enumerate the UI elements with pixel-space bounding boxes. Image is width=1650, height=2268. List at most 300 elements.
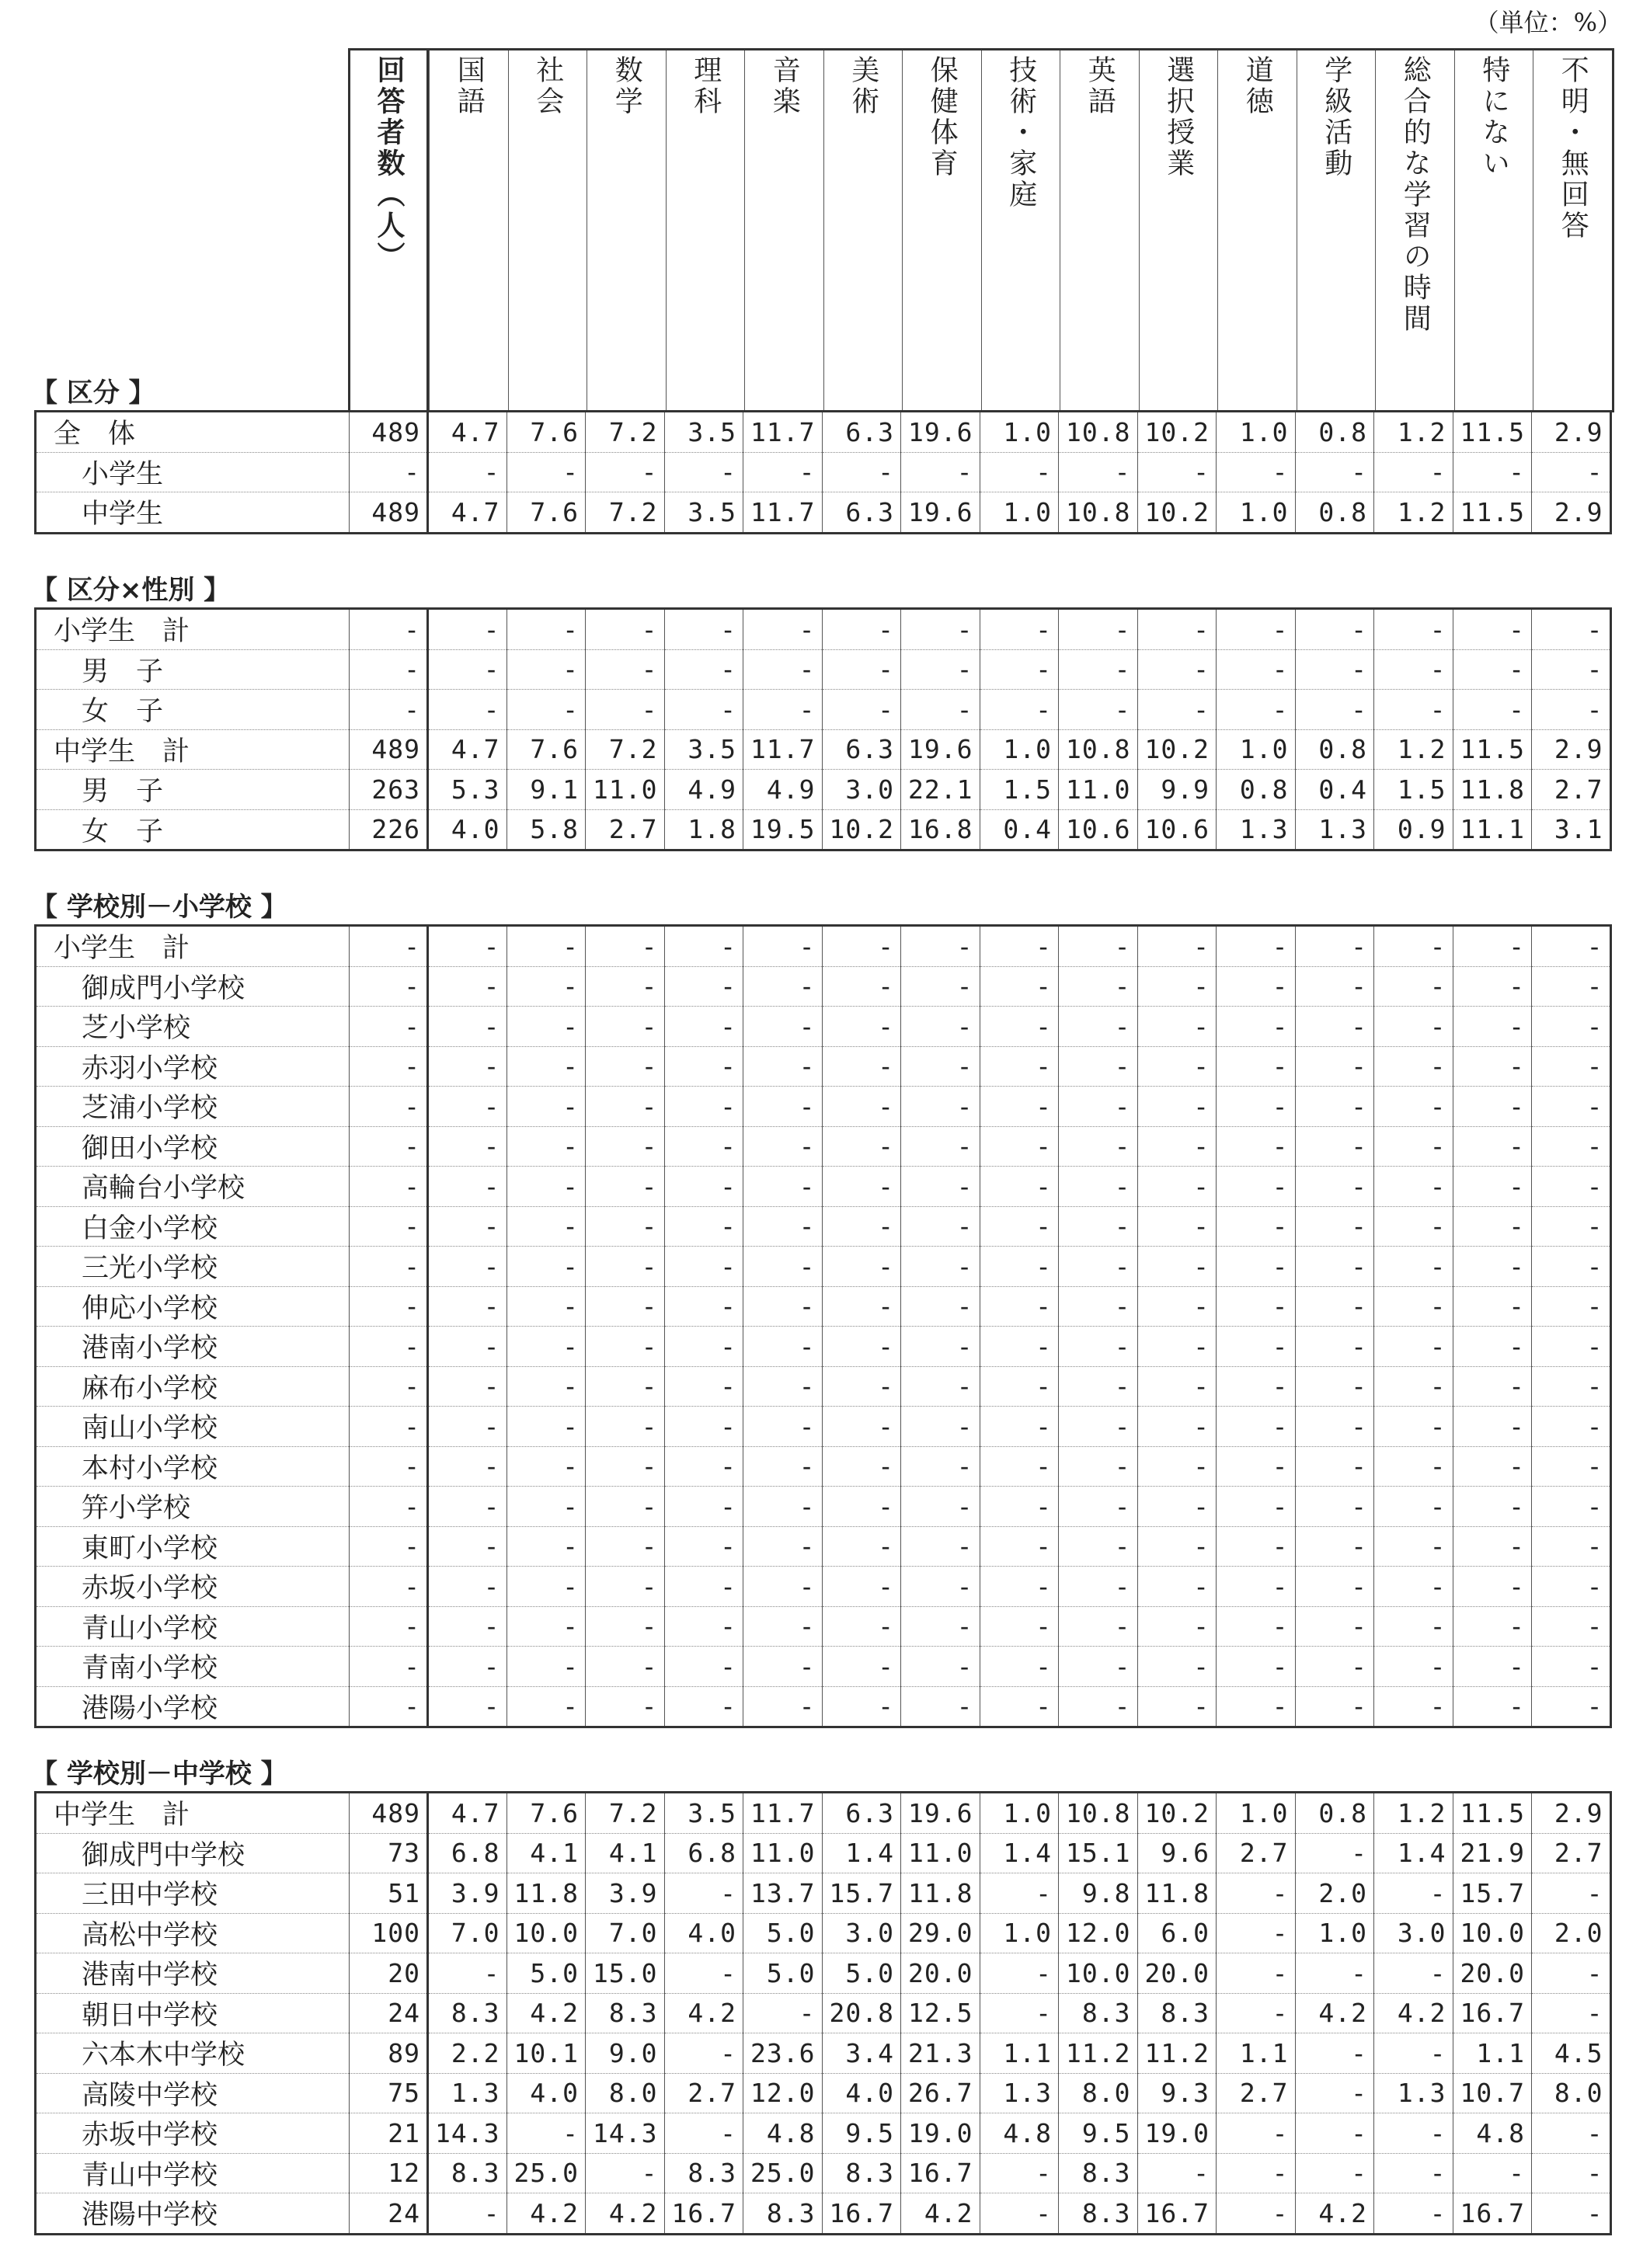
percent-cell: -	[1137, 1647, 1217, 1687]
percent-cell: -	[1295, 1446, 1374, 1487]
percent-cell: -	[1295, 1247, 1374, 1287]
percent-cell: -	[1374, 1647, 1453, 1687]
column-header-label: 保健体育	[926, 55, 959, 179]
percent-cell: -	[664, 1446, 743, 1487]
table-row	[36, 1647, 1611, 1687]
row-label: 小学生	[36, 452, 350, 492]
percent-cell: 4.7	[428, 1793, 507, 1834]
percent-cell: -	[1453, 2153, 1532, 2193]
respondent-count-cell: -	[350, 1686, 428, 1727]
column-header-cell	[902, 50, 981, 412]
percent-cell: 20.0	[1453, 1953, 1532, 1994]
percent-cell: -	[1059, 690, 1138, 730]
percent-cell: -	[743, 1007, 823, 1047]
percent-cell: -	[822, 926, 901, 967]
percent-cell: 16.8	[901, 809, 980, 850]
percent-cell: 22.1	[901, 770, 980, 810]
percent-cell: -	[664, 1567, 743, 1607]
percent-cell: -	[428, 1206, 507, 1247]
percent-cell: -	[1137, 1206, 1217, 1247]
percent-cell: 4.0	[428, 809, 507, 850]
percent-cell: 1.0	[1217, 729, 1296, 770]
table-row	[36, 1366, 1611, 1407]
data-table	[34, 410, 1612, 534]
percent-cell: 2.7	[1532, 1833, 1611, 1873]
percent-cell: -	[1217, 1446, 1296, 1487]
percent-cell: -	[1059, 1327, 1138, 1367]
percent-cell: -	[1059, 1366, 1138, 1407]
percent-cell: -	[586, 1007, 665, 1047]
percent-cell: -	[1532, 1606, 1611, 1647]
respondent-count-cell: 51	[350, 1873, 428, 1914]
percent-cell: 0.8	[1295, 1793, 1374, 1834]
percent-cell: 16.7	[901, 2153, 980, 2193]
row-label: 笄小学校	[36, 1487, 350, 1527]
percent-cell: -	[1374, 1446, 1453, 1487]
percent-cell: -	[1532, 1993, 1611, 2033]
percent-cell: -	[901, 926, 980, 967]
column-header-label: 技術・家庭	[1004, 55, 1037, 210]
percent-cell: -	[1295, 1327, 1374, 1367]
percent-cell: 4.7	[428, 492, 507, 534]
table-row	[36, 966, 1611, 1007]
percent-cell: 0.9	[1374, 809, 1453, 850]
percent-cell: 11.0	[743, 1833, 823, 1873]
percent-cell: -	[980, 1606, 1059, 1647]
percent-cell: -	[1453, 690, 1532, 730]
percent-cell: -	[506, 1286, 586, 1327]
percent-cell: 8.3	[1059, 2153, 1138, 2193]
percent-cell: -	[1374, 2193, 1453, 2235]
percent-cell: -	[1217, 1526, 1296, 1567]
percent-cell: 5.8	[506, 809, 586, 850]
percent-cell: -	[980, 1046, 1059, 1087]
percent-cell: -	[1374, 1366, 1453, 1407]
percent-cell: -	[428, 609, 507, 650]
percent-cell: -	[1137, 609, 1217, 650]
percent-cell: -	[1059, 452, 1138, 492]
table-row	[36, 649, 1611, 690]
percent-cell: 10.1	[506, 2033, 586, 2074]
percent-cell: 7.2	[586, 492, 665, 534]
percent-cell: 12.5	[901, 1993, 980, 2033]
percent-cell: -	[1453, 1327, 1532, 1367]
percent-cell: -	[743, 1087, 823, 1127]
row-label: 男 子	[36, 770, 350, 810]
column-header-label: 数学	[611, 55, 643, 117]
percent-cell: -	[822, 1487, 901, 1527]
percent-cell: 3.5	[664, 492, 743, 534]
respondent-count-cell: 489	[350, 1793, 428, 1834]
percent-cell: 1.2	[1374, 412, 1453, 453]
respondent-count-cell: -	[350, 1526, 428, 1567]
percent-cell: 0.4	[980, 809, 1059, 850]
row-label: 小学生 計	[36, 609, 350, 650]
percent-cell: 1.2	[1374, 492, 1453, 534]
percent-cell: -	[586, 1247, 665, 1287]
percent-cell: -	[901, 452, 980, 492]
table-row	[36, 690, 1611, 730]
percent-cell: 14.3	[428, 2113, 507, 2154]
percent-cell: -	[506, 1007, 586, 1047]
row-label: 高陵中学校	[36, 2073, 350, 2113]
percent-cell: -	[822, 1007, 901, 1047]
percent-cell: -	[1137, 1446, 1217, 1487]
percent-cell: -	[1532, 1953, 1611, 1994]
column-header-label: 理科	[689, 55, 722, 117]
percent-cell: -	[743, 1247, 823, 1287]
percent-cell: -	[428, 1327, 507, 1367]
percent-cell: -	[1374, 690, 1453, 730]
percent-cell: -	[901, 966, 980, 1007]
row-label: 本村小学校	[36, 1446, 350, 1487]
respondent-count-cell: -	[350, 1606, 428, 1647]
percent-cell: -	[664, 966, 743, 1007]
percent-cell: -	[822, 1606, 901, 1647]
percent-cell: 4.2	[1295, 1993, 1374, 2033]
percent-cell: 4.2	[1374, 1993, 1453, 2033]
percent-cell: -	[1453, 1206, 1532, 1247]
percent-cell: -	[901, 1487, 980, 1527]
percent-cell: 4.1	[586, 1833, 665, 1873]
percent-cell: 19.6	[901, 1793, 980, 1834]
percent-cell: 11.8	[1137, 1873, 1217, 1914]
percent-cell: -	[1217, 1046, 1296, 1087]
percent-cell: -	[1374, 1167, 1453, 1207]
percent-cell: 1.3	[1374, 2073, 1453, 2113]
percent-cell: -	[664, 1046, 743, 1087]
respondent-count-cell: -	[350, 649, 428, 690]
percent-cell: 1.0	[1217, 412, 1296, 453]
percent-cell: -	[1532, 1567, 1611, 1607]
percent-cell: 9.6	[1137, 1833, 1217, 1873]
percent-cell: -	[1374, 2153, 1453, 2193]
percent-cell: -	[901, 1126, 980, 1167]
percent-cell: 1.0	[1295, 1913, 1374, 1953]
percent-cell: -	[1217, 1686, 1296, 1727]
percent-cell: -	[1137, 690, 1217, 730]
percent-cell: -	[586, 1167, 665, 1207]
percent-cell: 1.3	[1217, 809, 1296, 850]
column-header-cell	[1297, 50, 1376, 412]
percent-cell: -	[1532, 1327, 1611, 1367]
percent-cell: -	[1217, 649, 1296, 690]
percent-cell: 8.3	[1059, 1993, 1138, 2033]
percent-cell: -	[980, 1567, 1059, 1607]
percent-cell: -	[586, 1366, 665, 1407]
percent-cell: 3.0	[822, 770, 901, 810]
percent-cell: -	[743, 690, 823, 730]
percent-cell: -	[743, 1487, 823, 1527]
percent-cell: 9.0	[586, 2033, 665, 2074]
percent-cell: -	[1532, 2113, 1611, 2154]
percent-cell: 14.3	[586, 2113, 665, 2154]
percent-cell: -	[586, 1487, 665, 1527]
table-row	[36, 1793, 1611, 1834]
table-row	[36, 1407, 1611, 1447]
percent-cell: -	[1217, 1913, 1296, 1953]
respondent-count-cell: -	[350, 1407, 428, 1447]
percent-cell: 1.3	[428, 2073, 507, 2113]
percent-cell: 15.1	[1059, 1833, 1138, 1873]
percent-cell: -	[1217, 1487, 1296, 1527]
percent-cell: -	[586, 1567, 665, 1607]
table-row	[36, 452, 1611, 492]
percent-cell: -	[743, 1567, 823, 1607]
percent-cell: -	[586, 452, 665, 492]
percent-cell: 4.2	[586, 2193, 665, 2235]
percent-cell: 15.7	[822, 1873, 901, 1914]
percent-cell: 10.8	[1059, 1793, 1138, 1834]
row-label: 高輪台小学校	[36, 1167, 350, 1207]
percent-cell: 4.9	[664, 770, 743, 810]
column-header-cell	[666, 50, 745, 412]
percent-cell: -	[980, 2193, 1059, 2235]
percent-cell: -	[743, 1206, 823, 1247]
percent-cell: -	[980, 1686, 1059, 1727]
percent-cell: 1.0	[980, 492, 1059, 534]
row-label: 青山中学校	[36, 2153, 350, 2193]
percent-cell: -	[1532, 1873, 1611, 1914]
percent-cell: -	[1295, 609, 1374, 650]
row-label: 六本木中学校	[36, 2033, 350, 2074]
percent-cell: -	[1453, 1167, 1532, 1207]
percent-cell: -	[1374, 1567, 1453, 1607]
percent-cell: -	[822, 1567, 901, 1607]
percent-cell: -	[428, 1407, 507, 1447]
percent-cell: -	[1059, 1526, 1138, 1567]
percent-cell: -	[1374, 1487, 1453, 1527]
percent-cell: -	[506, 1206, 586, 1247]
table-row	[36, 1126, 1611, 1167]
percent-cell: -	[980, 1487, 1059, 1527]
percent-cell: -	[1453, 1366, 1532, 1407]
table-row	[36, 412, 1611, 453]
percent-cell: -	[1059, 1647, 1138, 1687]
row-label: 港南中学校	[36, 1953, 350, 1994]
row-label: 芝浦小学校	[36, 1087, 350, 1127]
row-label: 朝日中学校	[36, 1993, 350, 2033]
percent-cell: 4.8	[1453, 2113, 1532, 2154]
percent-cell: -	[822, 690, 901, 730]
percent-cell: 8.3	[586, 1993, 665, 2033]
percent-cell: -	[506, 1567, 586, 1607]
percent-cell: 10.8	[1059, 492, 1138, 534]
respondent-count-cell: -	[350, 1247, 428, 1287]
percent-cell: -	[1532, 1407, 1611, 1447]
percent-cell: -	[980, 609, 1059, 650]
percent-cell: -	[1137, 966, 1217, 1007]
percent-cell: -	[664, 1126, 743, 1167]
table-row	[36, 770, 1611, 810]
row-label: 女 子	[36, 690, 350, 730]
percent-cell: -	[901, 1366, 980, 1407]
percent-cell: -	[980, 649, 1059, 690]
percent-cell: -	[1217, 1087, 1296, 1127]
column-header-label: 不明・無回答	[1557, 55, 1589, 242]
respondent-count-cell: -	[350, 1046, 428, 1087]
percent-cell: -	[822, 1526, 901, 1567]
percent-cell: 1.5	[1374, 770, 1453, 810]
percent-cell: -	[586, 1206, 665, 1247]
percent-cell: 1.1	[1217, 2033, 1296, 2074]
percent-cell: -	[901, 1286, 980, 1327]
row-label: 男 子	[36, 649, 350, 690]
section-title: 【 学校別－中学校 】	[31, 1758, 287, 1790]
respondent-count-cell: 73	[350, 1833, 428, 1873]
percent-cell: -	[1374, 1327, 1453, 1367]
percent-cell: -	[1453, 649, 1532, 690]
percent-cell: -	[1059, 609, 1138, 650]
row-label: 港陽中学校	[36, 2193, 350, 2235]
percent-cell: -	[664, 1007, 743, 1047]
percent-cell: -	[1059, 1286, 1138, 1327]
table-row	[36, 1686, 1611, 1727]
percent-cell: -	[1137, 1046, 1217, 1087]
percent-cell: -	[822, 452, 901, 492]
percent-cell: 7.6	[506, 412, 586, 453]
percent-cell: 4.0	[664, 1913, 743, 1953]
respondent-count-cell: -	[350, 1567, 428, 1607]
table-row	[36, 2153, 1611, 2193]
table-row	[36, 1046, 1611, 1087]
percent-cell: -	[1217, 1286, 1296, 1327]
respondent-count-cell: 20	[350, 1953, 428, 1994]
percent-cell: 11.7	[743, 412, 823, 453]
percent-cell: -	[664, 1366, 743, 1407]
percent-cell: 4.1	[506, 1833, 586, 1873]
row-label: 伸応小学校	[36, 1286, 350, 1327]
column-header-cell	[1060, 50, 1139, 412]
percent-cell: 8.3	[743, 2193, 823, 2235]
percent-cell: -	[586, 1126, 665, 1167]
percent-cell: -	[428, 1167, 507, 1207]
section-title: 【 学校別－小学校 】	[31, 892, 287, 923]
percent-cell: 4.2	[664, 1993, 743, 2033]
percent-cell: -	[506, 1247, 586, 1287]
percent-cell: 8.3	[822, 2153, 901, 2193]
percent-cell: 29.0	[901, 1913, 980, 1953]
percent-cell: -	[980, 1126, 1059, 1167]
data-table	[34, 1791, 1612, 2235]
percent-cell: -	[428, 1446, 507, 1487]
percent-cell: -	[1295, 649, 1374, 690]
percent-cell: -	[1295, 1407, 1374, 1447]
row-label: 東町小学校	[36, 1526, 350, 1567]
percent-cell: 11.8	[901, 1873, 980, 1914]
percent-cell: -	[1295, 1366, 1374, 1407]
percent-cell: 4.0	[506, 2073, 586, 2113]
percent-cell: 0.8	[1295, 412, 1374, 453]
column-header-label: 特にない	[1478, 55, 1510, 179]
percent-cell: -	[586, 1087, 665, 1127]
row-label: 麻布小学校	[36, 1366, 350, 1407]
percent-cell: 1.3	[980, 2073, 1059, 2113]
table-row	[36, 729, 1611, 770]
row-label: 中学生 計	[36, 1793, 350, 1834]
percent-cell: 6.3	[822, 729, 901, 770]
percent-cell: -	[586, 966, 665, 1007]
percent-cell: 11.7	[743, 729, 823, 770]
percent-cell: -	[1295, 1286, 1374, 1327]
percent-cell: -	[1059, 1247, 1138, 1287]
percent-cell: 4.2	[506, 1993, 586, 2033]
respondent-count-cell: -	[350, 1446, 428, 1487]
percent-cell: 6.8	[428, 1833, 507, 1873]
column-header-cell	[350, 50, 429, 412]
percent-cell: -	[1374, 2033, 1453, 2074]
percent-cell: 4.7	[428, 412, 507, 453]
percent-cell: -	[1453, 1567, 1532, 1607]
percent-cell: 2.9	[1532, 1793, 1611, 1834]
column-header-cell	[981, 50, 1060, 412]
row-label: 中学生 計	[36, 729, 350, 770]
percent-cell: -	[1295, 2153, 1374, 2193]
percent-cell: 10.0	[1059, 1953, 1138, 1994]
percent-cell: 10.6	[1137, 809, 1217, 850]
percent-cell: -	[822, 1167, 901, 1207]
percent-cell: -	[1374, 1526, 1453, 1567]
percent-cell: -	[1532, 1046, 1611, 1087]
column-header-cell	[1533, 50, 1612, 412]
percent-cell: -	[506, 1446, 586, 1487]
table-row	[36, 2073, 1611, 2113]
percent-cell: 20.0	[901, 1953, 980, 1994]
percent-cell: 3.5	[664, 729, 743, 770]
percent-cell: -	[1217, 1206, 1296, 1247]
percent-cell: 1.4	[822, 1833, 901, 1873]
table-row	[36, 1206, 1611, 1247]
percent-cell: -	[1453, 966, 1532, 1007]
percent-cell: -	[1295, 1567, 1374, 1607]
row-label: 港陽小学校	[36, 1686, 350, 1727]
percent-cell: -	[664, 1206, 743, 1247]
percent-cell: 6.3	[822, 1793, 901, 1834]
row-label: 全 体	[36, 412, 350, 453]
column-header-label: 学級活動	[1320, 55, 1352, 179]
percent-cell: 13.7	[743, 1873, 823, 1914]
percent-cell: -	[1532, 1007, 1611, 1047]
respondent-count-cell: -	[350, 1366, 428, 1407]
percent-cell: -	[901, 1327, 980, 1367]
table-row	[36, 1446, 1611, 1487]
percent-cell: 1.8	[664, 809, 743, 850]
table-row	[36, 1833, 1611, 1873]
percent-cell: 2.7	[586, 809, 665, 850]
percent-cell: -	[743, 452, 823, 492]
percent-cell: -	[743, 1366, 823, 1407]
percent-cell: 3.4	[822, 2033, 901, 2074]
percent-cell: -	[1532, 690, 1611, 730]
percent-cell: -	[586, 649, 665, 690]
percent-cell: -	[743, 1126, 823, 1167]
percent-cell: 16.7	[664, 2193, 743, 2235]
percent-cell: -	[1217, 1126, 1296, 1167]
percent-cell: -	[664, 2033, 743, 2074]
percent-cell: -	[506, 1366, 586, 1407]
percent-cell: 4.2	[506, 2193, 586, 2235]
percent-cell: -	[428, 1247, 507, 1287]
percent-cell: 2.7	[1217, 1833, 1296, 1873]
percent-cell: -	[664, 2113, 743, 2154]
percent-cell: -	[822, 1686, 901, 1727]
percent-cell: -	[743, 1286, 823, 1327]
percent-cell: 12.0	[1059, 1913, 1138, 1953]
table-row	[36, 1913, 1611, 1953]
percent-cell: -	[428, 690, 507, 730]
percent-cell: -	[1374, 452, 1453, 492]
respondent-count-cell: 89	[350, 2033, 428, 2074]
